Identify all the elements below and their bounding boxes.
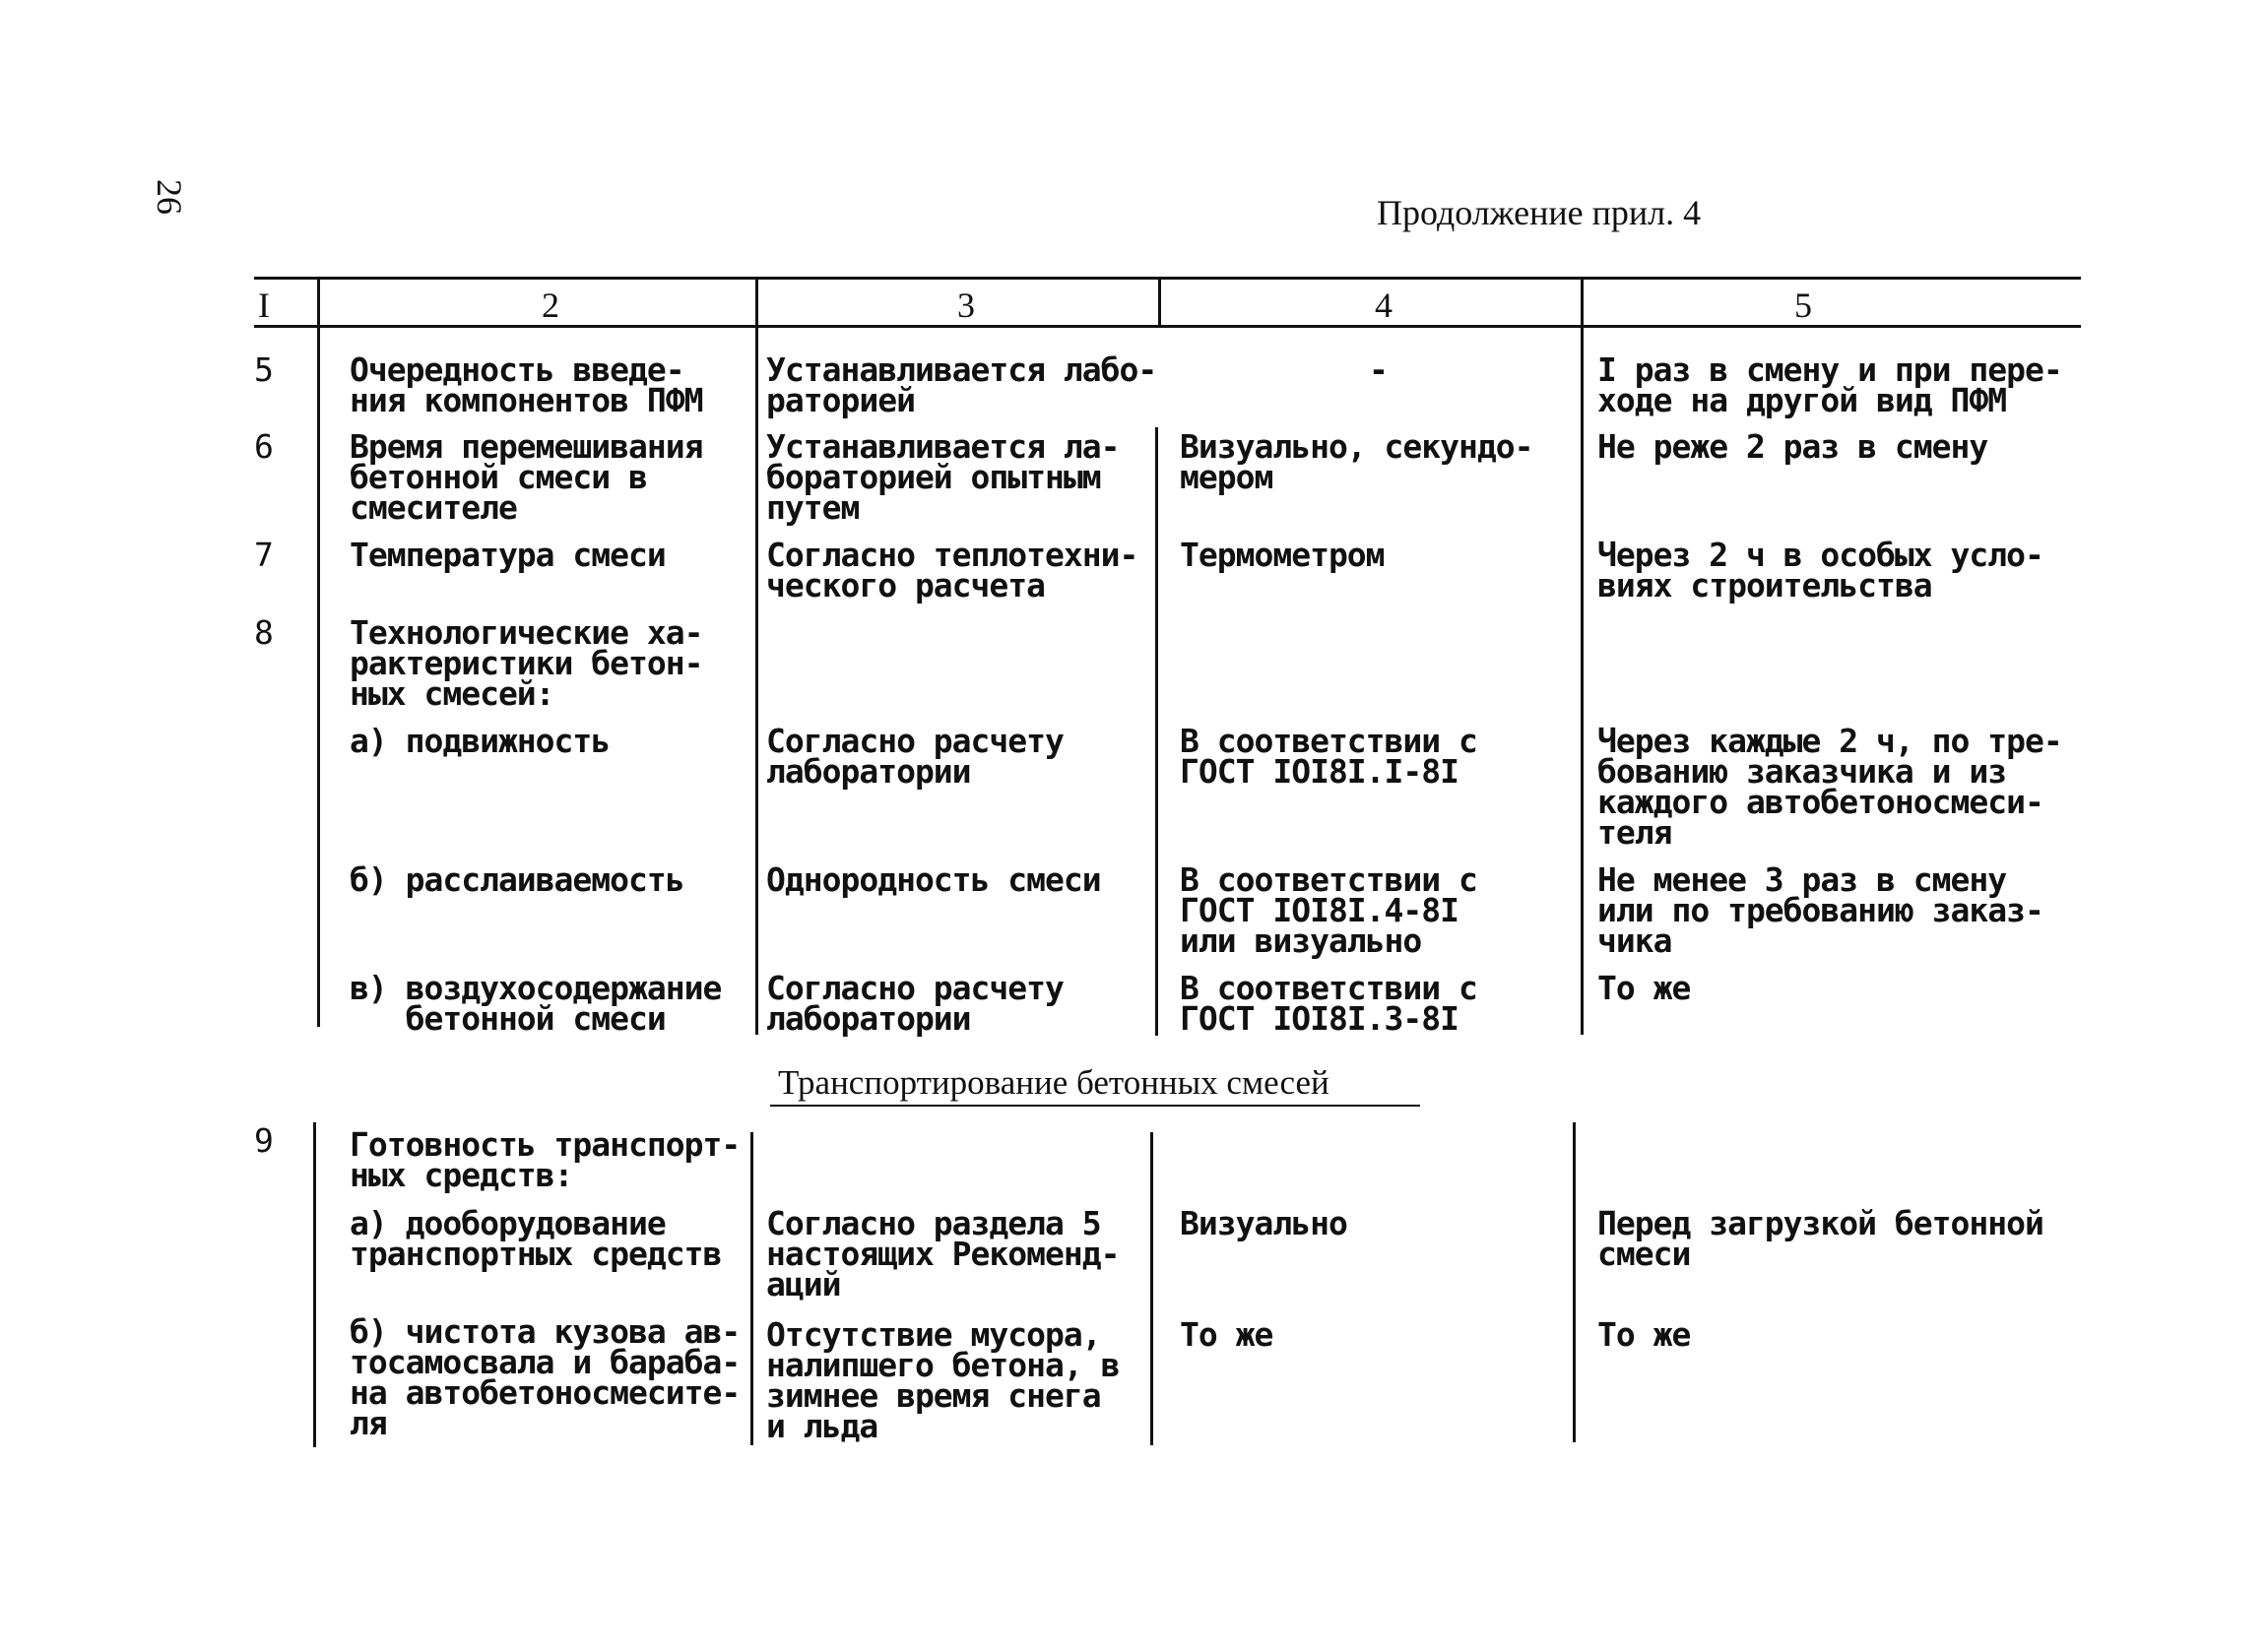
row-9a-parameter: а) дооборудование транспортных средств [350, 1204, 722, 1273]
col-header-1: I [258, 286, 270, 325]
row-5-method: - [1369, 350, 1388, 389]
continuation-label: Продолжение прил. 4 [1377, 193, 1702, 232]
table-top-rule [254, 277, 2081, 280]
row-8-parameter: Технологические ха- рактеристики бетон- ных смесей: [350, 613, 703, 713]
row-9a-frequency: Перед загрузкой бетонной смеси [1597, 1204, 2043, 1273]
row-6-number: 6 [254, 427, 274, 466]
row-9-parameter: Готовность транспорт- ных средств: [350, 1125, 741, 1194]
col-divider-1 [317, 277, 320, 1027]
row-7-frequency: Через 2 ч в особых усло- виях строительства [1597, 536, 2043, 604]
row-8a-method: В соответствии с ГОСТ IOI8I.I-8I [1180, 722, 1477, 791]
section-title: Транспортирование бетонных смесей [778, 1063, 1329, 1102]
row-8b-method: В соответствии с ГОСТ IOI8I.4-8I или визуально [1180, 860, 1477, 960]
row-8c-method: В соответствии с ГОСТ IOI8I.3-8I [1180, 969, 1477, 1038]
row-5-parameter: Очередность введе- ния компонентов ПФМ [350, 350, 703, 419]
col-divider-2-lower [750, 1132, 753, 1445]
col-header-3: 3 [957, 286, 975, 325]
row-8c-frequency: То же [1597, 969, 1691, 1007]
row-9-number: 9 [254, 1121, 274, 1160]
col-divider-1-lower [313, 1122, 316, 1447]
section-title-underline [770, 1105, 1420, 1107]
row-7-parameter: Температура смеси [350, 536, 666, 574]
col-divider-3a [1158, 277, 1161, 328]
row-8b-frequency: Не менее 3 раз в смену или по требованию заказ- чика [1597, 860, 2043, 960]
row-8a-frequency: Через каждые 2 ч, по тре- бованию заказчика и из каждого автобетоносмеси- теля [1597, 722, 2062, 852]
row-9b-norm: Отсутствие мусора, налипшего бетона, в зимнее время снега и льда [766, 1315, 1120, 1445]
row-7-norm: Согласно теплотехни- ческого расчета [766, 536, 1138, 604]
table-header-rule [254, 325, 2081, 328]
row-8b-norm: Однородность смеси [766, 860, 1101, 899]
row-6-norm: Устанавливается ла- бораторией опытным путем [766, 427, 1120, 527]
row-8c-norm: Согласно расчету лаборатории [766, 969, 1064, 1038]
row-8c-parameter: в) воздухосодержание бетонной смеси [350, 969, 722, 1038]
row-9b-parameter: б) чистота кузова ав- тосамосвала и бараба- на автобетоносмесите- ля [350, 1312, 741, 1442]
col-divider-2 [755, 277, 758, 1035]
row-8b-parameter: б) расслаиваемость [350, 860, 684, 899]
col-header-5: 5 [1794, 286, 1812, 325]
row-5-frequency: I раз в смену и при пере- ходе на другой вид ПФМ [1597, 350, 2062, 419]
row-6-method: Визуально, секундо- мером [1180, 427, 1533, 496]
row-5-number: 5 [254, 350, 274, 389]
col-divider-3b [1155, 427, 1158, 1036]
row-7-method: Термометром [1180, 536, 1385, 574]
col-divider-4-lower [1573, 1122, 1576, 1442]
row-7-number: 7 [254, 536, 274, 574]
row-8-number: 8 [254, 613, 274, 652]
row-9b-method: То же [1180, 1315, 1273, 1354]
col-header-2: 2 [542, 286, 559, 325]
page-number: 26 [150, 179, 189, 215]
col-divider-3-lower [1150, 1132, 1153, 1445]
row-8a-norm: Согласно расчету лаборатории [766, 722, 1064, 791]
row-9a-method: Визуально [1180, 1204, 1347, 1242]
row-8a-parameter: а) подвижность [350, 722, 611, 760]
row-6-parameter: Время перемешивания бетонной смеси в смесителе [350, 427, 703, 527]
col-divider-4 [1581, 277, 1584, 1035]
row-6-frequency: Не реже 2 раз в смену [1597, 427, 1988, 466]
row-9b-frequency: То же [1597, 1315, 1691, 1354]
row-5-norm: Устанавливается лабо- раторией [766, 350, 1157, 419]
col-header-4: 4 [1375, 286, 1393, 325]
row-9a-norm: Согласно раздела 5 настоящих Рекоменд- аций [766, 1204, 1120, 1303]
